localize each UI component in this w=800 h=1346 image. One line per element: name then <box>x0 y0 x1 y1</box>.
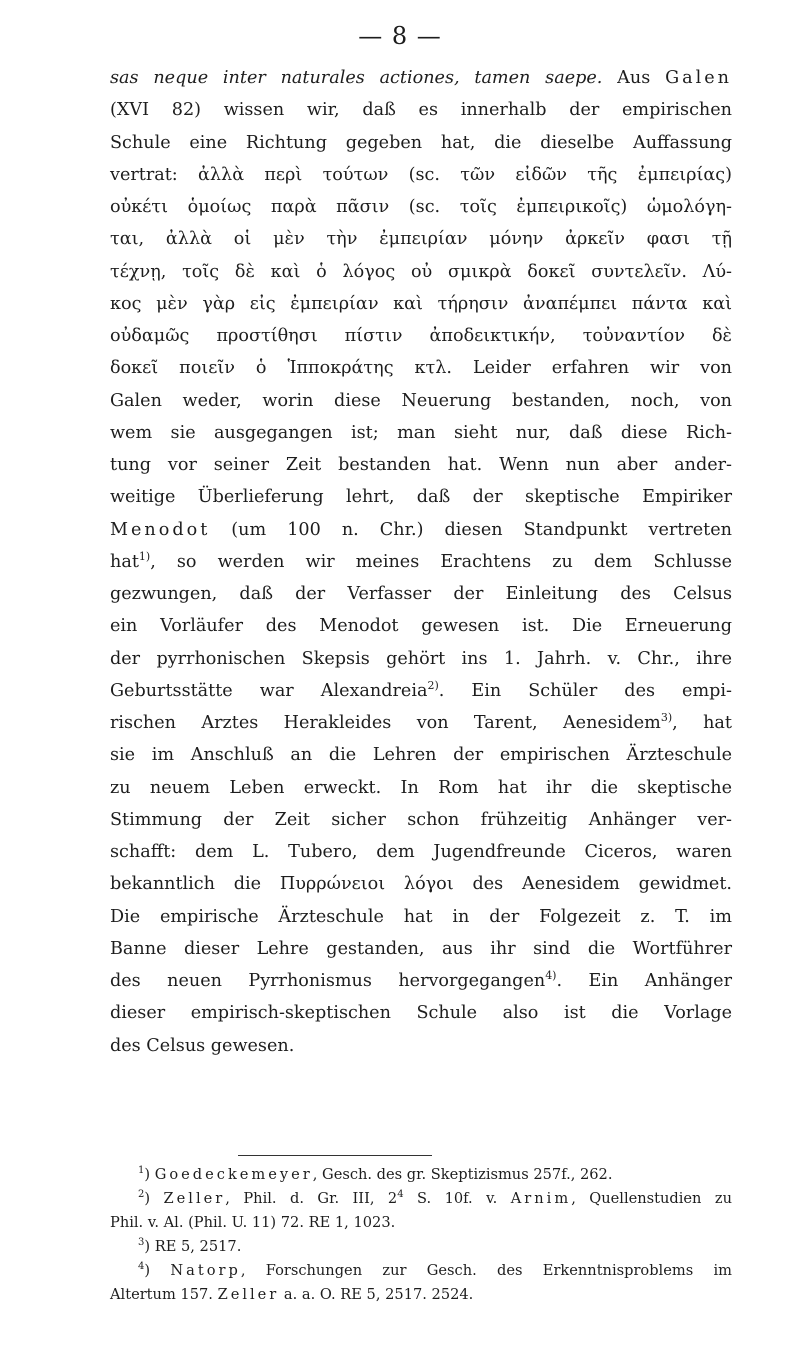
text-line: sas neque inter naturales actiones, tamen saepe. Aus Galen <box>110 68 732 88</box>
footnote-ref: 1) <box>138 549 151 563</box>
author-name: Zeller <box>217 1286 280 1303</box>
author-name: Zeller <box>163 1190 226 1207</box>
text-line: Banne dieser Lehre gestanden, aus ihr sind die Wortführer <box>110 938 732 959</box>
text-line: sie im Anschluß an die Lehren der empirischen Ärzteschule <box>110 745 732 766</box>
text-line: ein Vorläufer des Menodot gewesen ist. Die Erneuerung <box>110 616 732 637</box>
text-line: tung vor seiner Zeit bestanden hat. Wenn nun aber ander- <box>110 455 732 475</box>
footnote-3: $^3$) RE 5, 2517. <box>138 1237 242 1255</box>
footnote-ref: 2) <box>427 678 439 692</box>
author-name: Galen <box>665 68 732 88</box>
text-line: Die empirische Ärzteschule hat in der Folgezeit z. T. im <box>110 906 732 927</box>
text-line: rischen Arztes Herakleides von Tarent, Aenesidem$^{3)}$, hat <box>110 711 732 733</box>
text-line: des neuen Pyrrhonismus hervorgegangen$^{4)}$. Ein Anhänger <box>110 969 732 991</box>
footnote-1: $^1$) Goedeckemeyer, Gesch. des gr. Skeptizismus 257f., 262. <box>138 1165 613 1183</box>
text-line: Schule eine Richtung gegeben hat, die dieselbe Auffassung <box>110 132 732 153</box>
footnotes <box>110 1163 732 1307</box>
text-line: der pyrrhonischen Skepsis gehört ins 1. Jahrh. v. Chr., ihre <box>110 648 732 669</box>
text-line: δοκεῖ ποιεῖν ὁ Ἱπποκράτης κτλ. Leider erfahren wir von <box>110 358 732 379</box>
text-line: ται, ἀλλὰ οἱ μὲν τὴν ἐμπειρίαν μόνην ἀρκεῖν φασι τῇ <box>110 229 732 250</box>
page-number: — 8 — <box>358 22 442 50</box>
footnote-4: $^4$) Natorp, Forschungen zur Gesch. des Erkenntnisproblems im <box>138 1261 732 1279</box>
text-line: Geburtsstätte war Alexandreia$^{2)}$. Ein Schüler des empi- <box>110 678 732 701</box>
footnote-ref: 3) <box>660 711 673 724</box>
main-text <box>110 62 732 1062</box>
text-line: gezwungen, daß der Verfasser der Einleitung des Celsus <box>110 584 732 604</box>
text-line: wem sie ausgegangen ist; man sieht nur, daß diese Rich- <box>110 422 732 443</box>
author-name: Natorp <box>170 1262 241 1279</box>
footnote-ref: 4) <box>545 969 557 982</box>
text-line: Galen weder, worin diese Neuerung bestanden, noch, von <box>110 390 732 411</box>
text-line: weitige Überlieferung lehrt, daß der skeptische Empiriker <box>110 487 732 508</box>
text-line: zu neuem Leben erweckt. In Rom hat ihr die skeptische <box>110 777 732 798</box>
text-line: hat$^{1)}$, so werden wir meines Erachtens zu dem Schlusse <box>110 549 732 572</box>
text-line: (XVI 82) wissen wir, daß es innerhalb der empirischen <box>110 100 732 121</box>
text-line: dieser empirisch-skeptischen Schule also ist die Vorlage <box>110 1003 732 1024</box>
text-line: τέχνῃ, τοῖς δὲ καὶ ὁ λόγος οὐ σμικρὰ δοκεῖ συντελεῖν. Λύ- <box>110 261 732 282</box>
text-line: Menodot (um 100 n. Chr.) diesen Standpunkt vertreten <box>110 519 732 540</box>
author-name: Arnim <box>510 1190 572 1207</box>
text-line: Stimmung der Zeit sicher schon frühzeitig Anhänger ver- <box>110 809 732 830</box>
footnote-2: $^2$) Zeller, Phil. d. Gr. III, 2$^4$ S. 10f. v. Arnim, Quellenstudien zu <box>138 1189 732 1207</box>
text-line: οὐκέτι ὁμοίως παρὰ πᾶσιν (sc. τοῖς ἐμπειρικοῖς) ὡμολόγη- <box>110 197 732 217</box>
text-line: οὐδαμῶς προστίθησι πίστιν ἀποδεικτικήν, τοὐναντίον δὲ <box>110 326 732 346</box>
author-name: Goedeckemeyer <box>154 1166 313 1183</box>
footnote-divider <box>238 1155 432 1156</box>
author-name: Menodot <box>110 519 211 540</box>
text-line: schafft: dem L. Tubero, dem Jugendfreunde Ciceros, waren <box>110 842 732 862</box>
text-line: vertrat: ἀλλὰ περὶ τούτων (sc. τῶν εἰδῶν τῆς ἐμπειρίας) <box>110 164 732 185</box>
footnote-4-cont: Altertum 157. Zeller a. a. O. RE 5, 2517. 2524. <box>110 1286 474 1303</box>
text-line: des Celsus gewesen. <box>110 1035 295 1056</box>
footnote-2-cont: Phil. v. Al. (Phil. U. 11) 72. RE 1, 1023. <box>110 1214 396 1231</box>
text-line: bekanntlich die Πυρρώνειοι λόγοι des Aenesidem gewidmet. <box>110 874 732 895</box>
text-line: κος μὲν γὰρ εἰς ἐμπειρίαν καὶ τήρησιν ἀναπέμπει πάντα καὶ <box>110 293 732 314</box>
